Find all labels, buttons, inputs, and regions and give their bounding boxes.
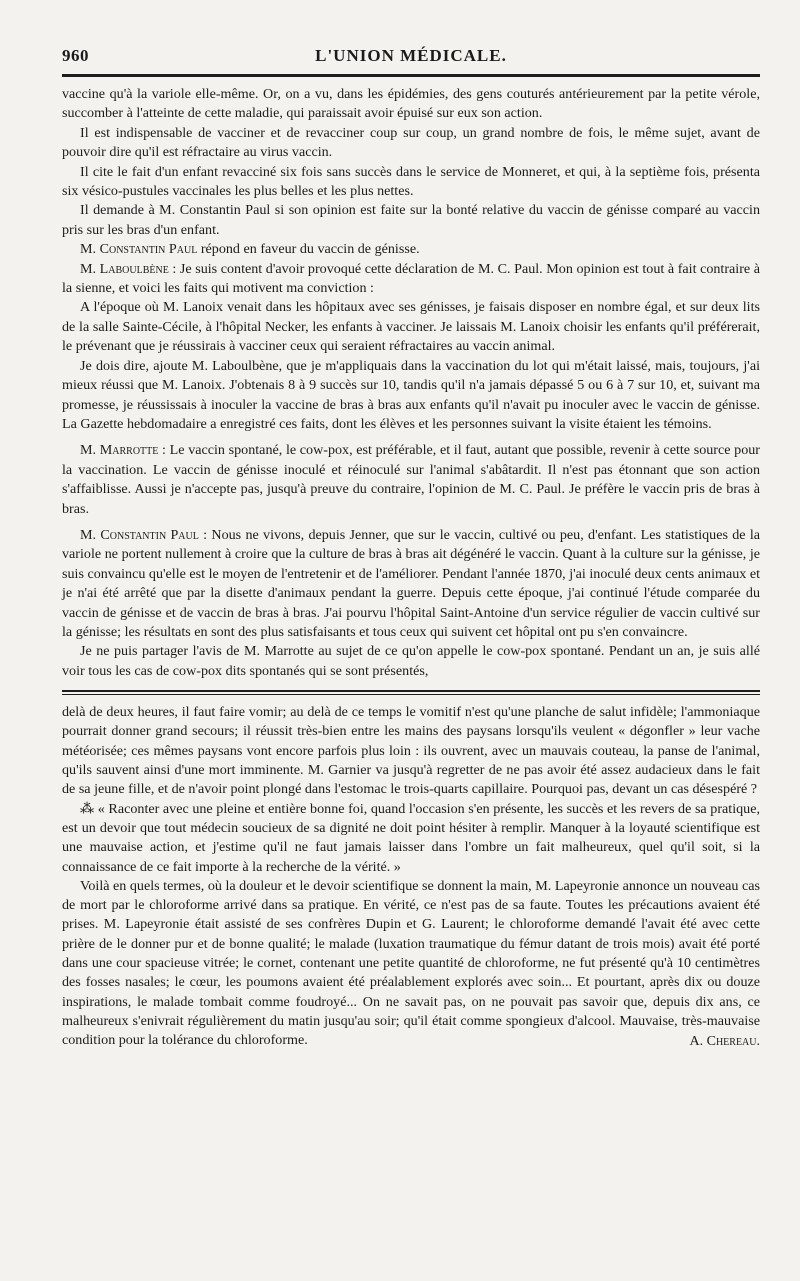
paragraph (62, 441, 760, 519)
main-text (62, 85, 760, 681)
paragraph-text: Nous ne vivons, depuis Jenner, que sur le vaccin, cultivé ou peu, d'enfant. Les statistiques de la variole ne portent nullement à croire que la culture de bras à bras ait dégénéré le vaccin. Quant à la culture sur la génisse, je suis convaincu qu'elle est le moyen de l'entretenir et de l'améliorer. Pendant l'année 1870, j'ai inoculé deux cents animaux et je n'ai été arrêté que par la disette d'animaux pendant la guerre. Depuis cette époque, j'ai continué l'étude comparée du vaccin de génisse et de vaccin de bras à bras. J'ai pourvu l'hôpital Saint-Antoine d'un service régulier de vaccin cultivé sur la génisse; les résultats en sont des plus satisfaisants et tous ceux qui suivent cet hôpital ont pu s'en convaincre. (62, 526, 761, 640)
paragraph-text: vaccine qu'à la variole elle-même. Or, on a vu, dans les épidémies, des gens couturés antérieurement par la petite vérole, succomber à l'atteinte de cette maladie, qui paraissait avoir épuisé sur eux son action. (62, 86, 760, 122)
paragraph (62, 163, 760, 202)
paragraph-text: Je suis content d'avoir provoqué cette déclaration de M. C. Paul. Mon opinion est tout à fait contraire à la sienne, et voici les faits qui motivent ma conviction : (62, 260, 760, 297)
paragraph-text: Je ne puis partager l'avis de M. Marrotte au sujet de ce qu'on appelle le cow-pox spontané. Pendant un an, je suis allé voir tous les cas de cow-pox dits spontanés qui se sont présentés, (62, 643, 760, 679)
paragraph-text: Le vaccin spontané, le cow-pox, est préférable, et il faut, autant que possible, revenir à cette source pour la vaccination. Le vaccin de génisse inoculé et réinoculé sur l'animal s'abâtardit. Il n'est pas étonnant que son action s'affaiblisse. Aussi je n'accepte pas, jusqu'à preuve du contraire, l'opinion de M. C. Paul. Je préfère le vaccin pris de bras à bras. (62, 442, 761, 517)
author-signature: A. Chereau. (689, 1033, 760, 1049)
paragraph-text: Je dois dire, ajoute M. Laboulbène, que je m'appliquais dans la vaccination du lot qui m'était laissé, mais, toujours, j'ai mieux réussi que M. Lanoix. J'obtenais 8 à 9 succès sur 10, tandis qu'il n'a jamais dépassé 5 ou 6 à 7 sur 10, et, suivant ma promesse, je réussissais à inoculer la vaccine de bras à bras aux enfants qu'il n'avait pu inoculer avec le vaccin de génisse. La Gazette hebdomadaire a enregistré ces faits, dont les élèves et les personnes suivant la visite étaient les témoins. (62, 357, 760, 432)
separator-rule (62, 694, 760, 695)
paragraph: ⁂ « Raconter avec une pleine et entière bonne foi, quand l'occasion s'en présente, les succès et les revers de sa pratique, est un devoir que tout médecin soucieux de sa dignité ne doit point hésiter à remplir. Manquer à la loyauté scientifique est une mauvaise action, et j'estime qu'il ne faut jamais laisser dans l'ombre un fait malheureux, quel qu'il soit, si la connaissance de ce fait importe à la recherche de la vérité. » (62, 800, 760, 875)
speaker-name: M. Constantin Paul : (80, 526, 208, 543)
paragraph-text: Il demande à M. Constantin Paul si son opinion est faite sur la bonté relative du vaccin de génisse comparé au vaccin pris sur les bras d'un enfant. (62, 202, 760, 238)
paragraph (62, 357, 760, 435)
speaker-name: M. Marrotte : (80, 442, 166, 459)
paragraph: Voilà en quels termes, où la douleur et le devoir scientifique se donnent la main, M. Lapeyronie annonce un nouveau cas de mort par le chloroforme arrivé dans sa pratique. En vérité, ce n'est pas de sa faute. Toutes les précautions avaient été prises. M. Lapeyronie était assisté de ses confrères Dupin et G. Laurent; le chloroforme demandé l'avait été avec cette prière de le donner pur et de bonne qualité; le malade (luxation traumatique du fémur datant de trois mois) avait été porté dans une cour spacieuse vitrée; le cornet, contenant une petite quantité de chloroforme, ne fut présenté qu'à 10 centimètres des fosses nasales; le cœur, les poumons avaient été préalablement explorés avec soin... Et pourtant, après dix ou douze inspirations, le malade tombait comme foudroyé... On ne savait pas, on ne pouvait pas savoir que, depuis dix ans, ce malheureux s'enivrait régulièrement du matin jusqu'au soir; qu'il était comme spongieux d'alcool. Mauvaise, très-mauvaise condition pour la tolérance du chloroforme. (62, 877, 760, 1049)
feuilleton-text (62, 703, 760, 1050)
paragraph (62, 124, 760, 163)
paragraph-text: répond en faveur du vaccin de génisse. (200, 241, 420, 258)
journal-title: L'UNION MÉDICALE. (315, 46, 507, 65)
paragraph (62, 260, 760, 299)
page-header (62, 44, 760, 77)
paragraph-text: A l'époque où M. Lanoix venait dans les hôpitaux avec ses génisses, je faisais disposer en nombre égal, et sur deux lits de la salle Sainte-Cécile, à l'hôpital Necker, les enfants à vacciner. Je laissais M. Lanoix choisir les enfants qu'il préférerait, le prévenant que je réussirais à vacciner ceux qui seraient réfractaires au vaccin animal. (62, 299, 760, 355)
paragraph (62, 85, 760, 124)
separator-rule (62, 690, 760, 692)
speaker-name: M. Laboulbène : (80, 260, 177, 277)
paragraph (62, 526, 760, 642)
speaker-name: M. Constantin Paul (80, 241, 198, 258)
paragraph: delà de deux heures, il faut faire vomir; au delà de ce temps le vomitif n'est qu'une planche de salut infidèle; l'ammoniaque pourrait donner grand secours; il réussit très-bien entre les mains des paysans lorsqu'ils veulent « dégonfler » leur vache météorisée; ces mêmes paysans vont encore parfois plus loin : ils ouvrent, avec un mauvais couteau, la panse de l'animal, qu'ils sauvent ainsi d'une mort imminente. M. Garnier va jusqu'à regretter de ne pas avoir été assez audacieux dans le fait de sa jeune fille, et de n'avoir point plongé dans l'estomac le trois-quarts capillaire. Pourquoi pas, devant un cas désespéré ? (62, 704, 760, 798)
paragraph-text: Il est indispensable de vacciner et de revacciner coup sur coup, un grand nombre de fois, le même sujet, avant de pouvoir dire qu'il est réfractaire au virus vaccin. (62, 124, 760, 161)
page-number: 960 (62, 46, 89, 65)
paragraph (62, 298, 760, 356)
paragraph (62, 642, 760, 681)
paragraph (62, 240, 760, 259)
paragraph-text: Il cite le fait d'un enfant revacciné six fois sans succès dans le service de Monneret, et qui, à la septième fois, présenta six vésico-pustules vaccinales les plus belles et les plus nettes. (62, 163, 760, 200)
feuilleton-separator (62, 690, 760, 695)
paragraph (62, 201, 760, 240)
